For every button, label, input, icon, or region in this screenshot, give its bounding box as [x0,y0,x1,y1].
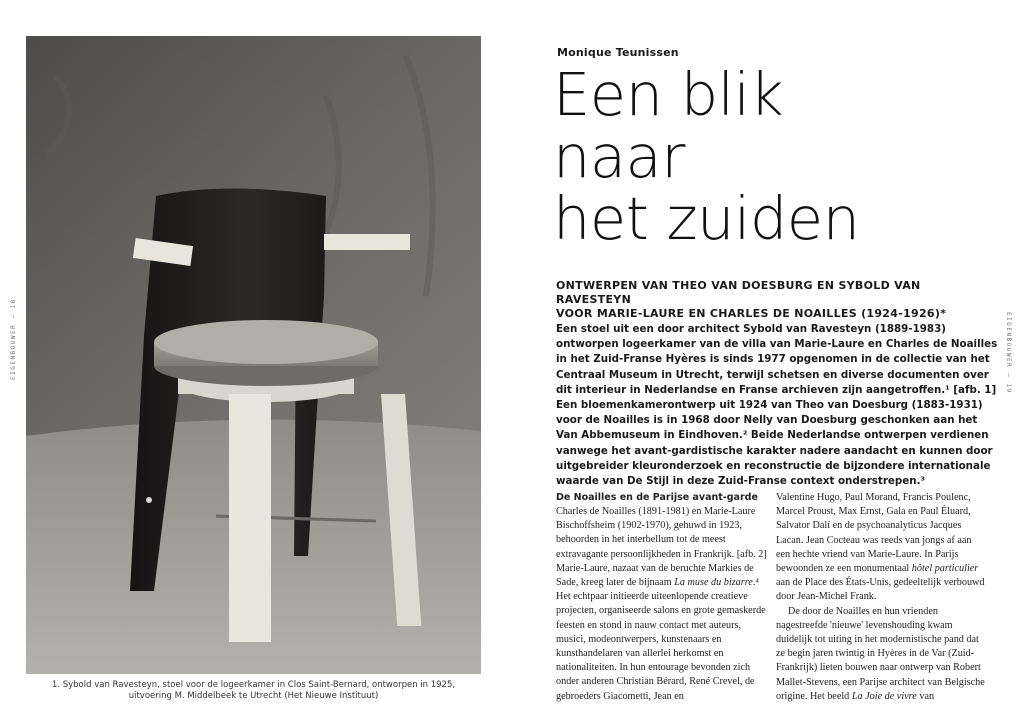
caption-line-1: 1. Sybold van Ravesteyn, stoel voor de logeerkamer in Clos Saint-Bernard, ontworpen in 1925, [51,680,456,690]
figure-caption [26,680,481,702]
article-title [553,60,860,253]
title-line-2: naar [553,122,685,191]
body-italic: hôtel particulier [911,563,979,575]
folio-right: EIGENBOUWER — 19 [1005,312,1012,394]
body-text: Charles de Noailles (1891-1981) en Marie-Laure Bischoffsheim (1902-1970), gehuwd in 1923, behoorden in het interbellum tot de meest extravagante persoonlijkheden in Frankrijk. [afb. 2] Marie-Laure, nazaat van de beruchte Markies de Sade, kreeg later de bijnaam [556,506,767,589]
body-column-1 [556,491,768,704]
body-column-2 [776,491,988,704]
chair-photo [26,36,481,674]
body-text: .⁴ Het echtpaar initieerde uiteenlopende creatieve projecten, organiseerde salons en grote gemaskerde feesten en stond in nauw contact met auteurs, musici, modeontwerpers, kunstenaars en kunsthandelaren van allerlei herkomst en nationaliteiten. In hun entourage bevonden zich onder anderen Christian Bérard, René Crevel, de gebroeders Giacometti, Jean en [556,577,766,702]
body-text: van [919,690,935,702]
title-line-3: het zuiden [553,184,860,253]
chair-illustration [26,36,481,674]
lead-paragraph: Een stoel uit een door architect Sybold van Ravesteyn (1889-1983) ontworpen logeerkamer van de villa van Marie-Laure en Charles de Noailles in het Zuid-Franse Hyères is sinds 1977 opgenomen in de collectie van het Centraal Museum in Utrecht, terwijl schetsen en diverse documenten over dit interieur in Nederlandse en Franse archieven zijn aangetroffen.¹ [afb. 1] Een bloemenkamerontwerp uit 1924 van Theo van Doesburg (1883-1931) voor de Noailles is in 1968 door Nelly van Doesburg geschonken aan het Van Abbemuseum in Eindhoven.² Beide Nederlandse ontwerpen verdienen vanwege het avant-gardistische karakter nadere aandacht en kunnen door uitgebreider kleuronderzoek en reconstructie de bijzondere internationale waarde van De Stijl in deze Zuid-Franse context onderstrepen.³ [556,323,998,488]
body-text: De door de Noailles en hun vrienden nagestreefde 'nieuwe' levenshouding kwam duidelijk tot uiting in het modernistische pand dat ze begin jaren twintig in Hyères in de Var (Zuid-Frankrijk) lieten bouwen naar ontwerp van Robert Mallet-Stevens, een Parijse architect van Belgische origine. Het beeld [776,605,985,702]
body-paragraph [776,605,988,704]
subtitle-line-1: ONTWERPEN VAN THEO VAN DOESBURG EN SYBOLD VAN RAVESTEYN [556,279,921,306]
body-text: Valentine Hugo, Paul Morand, Francis Poulenc, Marcel Proust, Max Ernst, Gala en Paul Éluard, Salvator Dalí en de psychoanalyticus Jacques Lacan. Jean Cocteau was reeds van jongs af aan een hechte vriend van Marie-Laure. In Parijs bewoonden ze een monumentaal [776,492,972,575]
subtitle-line-2: VOOR MARIE-LAURE EN CHARLES DE NOAILLES (1924-1926)* [556,307,947,320]
body-text: aan de Place des États-Unis, gedeeltelijk verbouwd door Jean-Michel Frank. [776,577,985,603]
title-line-1: Een blik [553,60,784,129]
body-paragraph [776,491,988,605]
author-name: Monique Teunissen [557,46,679,59]
section-heading: De Noailles en de Parijse avant-garde [556,492,758,503]
body-paragraph [556,505,768,704]
article-subtitle [556,279,996,321]
body-italic: La muse du bizarre [674,577,753,589]
body-italic: La Joie de vivre [851,690,917,702]
caption-line-2: uitvoering M. Middelbeek te Utrecht (Het Nieuwe Instituut) [128,691,379,701]
folio-left: EIGENBOUWER — 18 [10,298,17,380]
